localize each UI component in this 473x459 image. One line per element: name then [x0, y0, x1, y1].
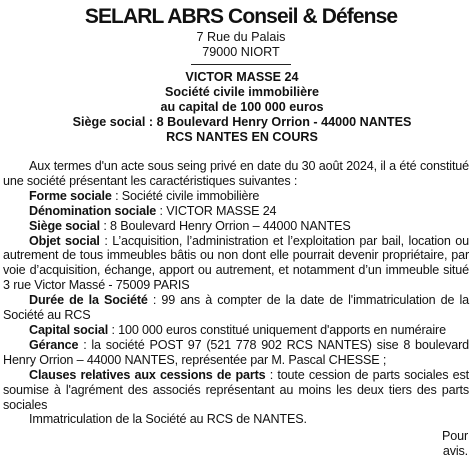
clause-capital-social	[3, 323, 469, 338]
notice-body	[3, 159, 469, 459]
clause-denomination	[3, 204, 469, 219]
intro-paragraph: Aux termes d'un acte sous seing privé en date du 30 août 2024, il a été constitué une société présentant les caractéristiques suivantes :	[3, 159, 469, 188]
registration-paragraph: Immatriculation de la Société au RCS de NANTES.	[29, 412, 307, 427]
clause-forme-sociale	[3, 189, 469, 204]
clause-label: Gérance	[29, 337, 79, 352]
firm-name: SELARL ABRS Conseil & Défense	[84, 5, 398, 28]
clause-text: : 8 Boulevard Henry Orrion – 44000 NANTES	[100, 218, 351, 233]
clause-siege-social	[3, 219, 469, 234]
clause-text: : la société POST 97 (521 778 902 RCS NANTES) sise 8 boulevard Henry Orrion – 44000 NANTES, représentée par M. Pascal CHESSE ;	[3, 337, 469, 367]
clause-label: Siège social	[29, 218, 101, 233]
company-name: VICTOR MASSE 24	[185, 70, 299, 84]
closing-avis: avis.	[442, 444, 468, 459]
clause-text: : 100 000 euros constitué uniquement d'apports en numéraire	[108, 322, 446, 337]
company-capital: au capital de 100 000 euros	[160, 100, 324, 114]
clause-label: Capital social	[29, 322, 109, 337]
clause-duree	[3, 293, 469, 323]
clause-cessions-parts	[3, 368, 469, 413]
clause-text: : toute cession de parts sociales est soumise à l'agrément des associés représentant au moins les deux tiers des parts sociales	[3, 367, 469, 412]
company-seat: Siège social : 8 Boulevard Henry Orrion - 44000 NANTES	[72, 115, 412, 129]
clause-label: Dénomination sociale	[29, 203, 157, 218]
clause-text: : 99 ans à compter de la date de l'immatriculation de la Société au RCS	[3, 293, 469, 323]
firm-address-city: 79000 NIORT	[202, 45, 280, 59]
clause-text: : L’acquisition, l’administration et l’exploitation par bail, location ou autrement de tous immeubles bâtis ou non dont elle pourrait devenir propriétaire, par voie d’acquisition, échange, apport ou autrement, et notamment d’un immeuble situé 3 rue Victor Massé - 75009 PARIS	[3, 233, 469, 293]
company-rcs: RCS NANTES EN COURS	[166, 130, 318, 144]
separator-line	[191, 64, 291, 65]
clause-label: Clauses relatives aux cessions de parts	[29, 367, 266, 382]
clause-label: Forme sociale	[29, 188, 112, 203]
firm-address-street: 7 Rue du Palais	[196, 30, 286, 44]
company-form: Société civile immobilière	[165, 85, 319, 99]
clause-label: Durée de la Société	[29, 293, 148, 308]
closing-pour: Pour	[441, 429, 468, 444]
clause-label: Objet social	[29, 233, 100, 248]
clause-objet-social	[3, 234, 469, 294]
clause-gerance	[3, 338, 469, 368]
clause-text: : VICTOR MASSE 24	[156, 203, 277, 218]
clause-text: : Société civile immobilière	[111, 188, 260, 203]
